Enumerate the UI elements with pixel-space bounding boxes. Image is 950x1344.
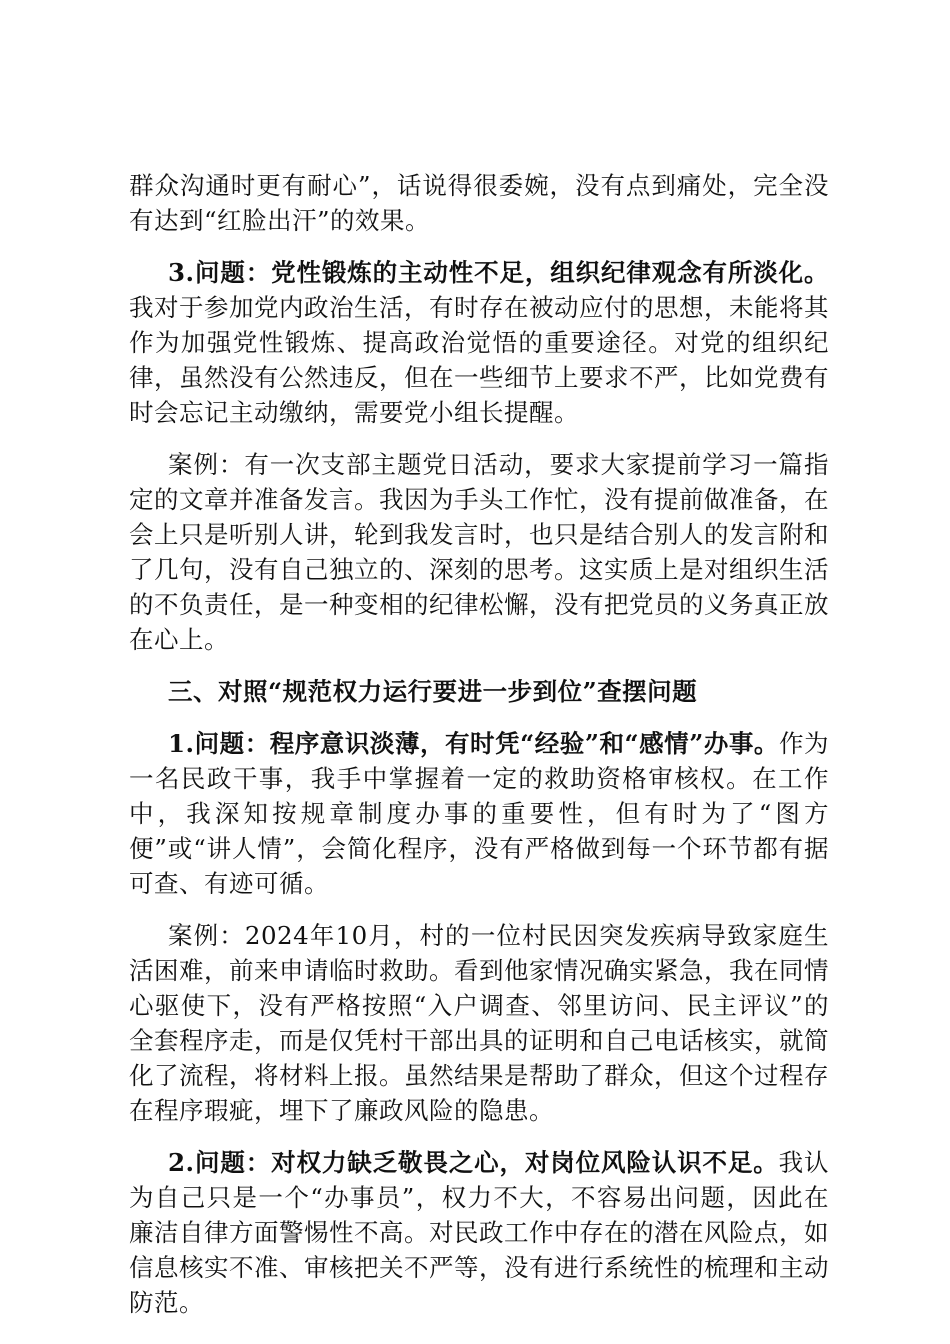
paragraph-text: 案例：有一次支部主题党日活动，要求大家提前学习一篇指定的文章并准备发言。我因为手头工作忙，没有提前做准备，在会上只是听别人讲，轮到我发言时，也只是结合别人的发言附和了几句，没有自己独立的、深刻的思考。这实质上是对组织生活的不负责任，是一种变相的纪律松懈，没有把党员的义务真正放在心上。 — [129, 450, 829, 654]
section-heading: 三、对照“规范权力运行要进一步到位”查摆问题 — [168, 677, 698, 706]
paragraph-case-2 — [129, 918, 829, 1128]
paragraph-text: 我认为自己只是一个“办事员”，权力不大，不容易出问题，因此在廉洁自律方面警惕性不高。对民政工作中存在的潜在风险点，如信息核实不准、审核把关不严等，没有进行系统性的梳理和主动防范。 — [129, 1148, 830, 1317]
problem-title: 3.问题：党性锻炼的主动性不足，组织纪律观念有所淡化。 — [168, 258, 829, 287]
paragraph-text: 群众沟通时更有耐心”，话说得很委婉，没有点到痛处，完全没有达到“红脸出汗”的效果。 — [129, 171, 829, 235]
paragraph-case-1 — [129, 447, 829, 657]
document-body — [129, 168, 829, 1320]
paragraph-text: 我对于参加党内政治生活，有时存在被动应付的思想，未能将其作为加强党性锻炼、提高政治觉悟的重要途径。对党的组织纪律，虽然没有公然违反，但在一些细节上要求不严，比如党费有时会忘记主动缴纳，需要党小组长提醒。 — [129, 293, 829, 427]
paragraph-problem-1 — [129, 726, 829, 901]
paragraph-problem-3 — [129, 255, 829, 430]
paragraph-text: 作为一名民政干事，我手中掌握着一定的救助资格审核权。在工作中，我深知按规章制度办事的重要性，但有时为了“图方便”或“讲人情”，会简化程序，没有严格做到每一个环节都有据可查、有迹可循。 — [129, 729, 829, 898]
paragraph-text: 案例：2024年10月，村的一位村民因突发疾病导致家庭生活困难，前来申请临时救助。看到他家情况确实紧急，我在同情心驱使下，没有严格按照“入户调查、邻里访问、民主评议”的全套程序走，而是仅凭村干部出具的证明和自己电话核实，就简化了流程，将材料上报。虽然结果是帮助了群众，但这个过程存在程序瑕疵，埋下了廉政风险的隐患。 — [129, 921, 829, 1125]
paragraph-continuation — [129, 168, 829, 238]
problem-title: 2.问题：对权力缺乏敬畏之心，对岗位风险认识不足。 — [168, 1148, 779, 1177]
problem-title: 1.问题：程序意识淡薄，有时凭“经验”和“感情”办事。 — [168, 729, 779, 758]
paragraph-problem-2 — [129, 1145, 829, 1320]
